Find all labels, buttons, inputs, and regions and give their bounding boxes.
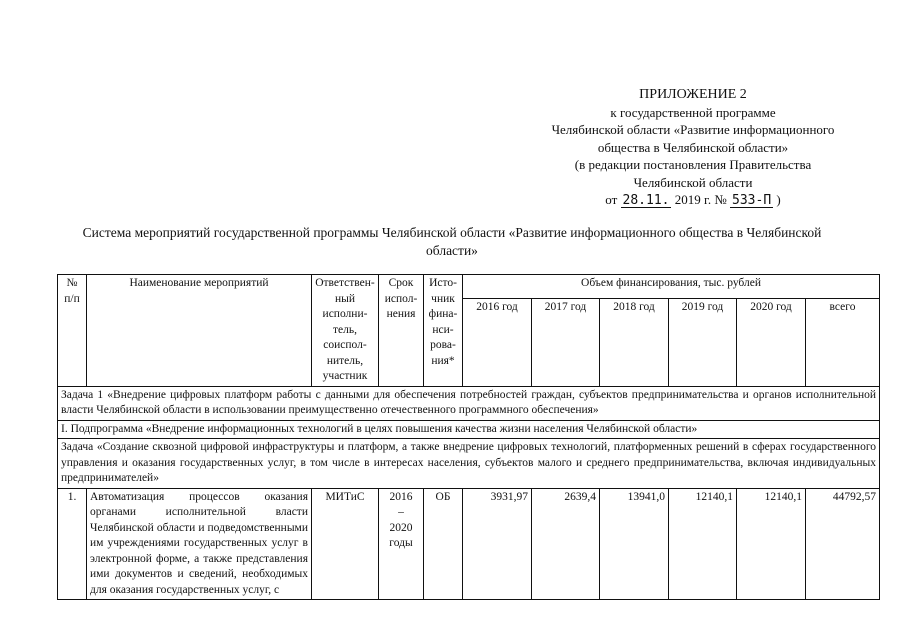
table-row xyxy=(58,488,880,600)
subprogram-row xyxy=(58,420,880,439)
year-header: 2020 год xyxy=(737,298,806,386)
col-source-header: Исто-чник фина-нси-рова-ния* xyxy=(424,275,463,387)
resolution-date-line xyxy=(470,191,905,209)
row-number: 1. xyxy=(58,488,87,600)
source-cell: ОБ xyxy=(424,488,463,600)
appendix-header xyxy=(470,86,905,209)
col-name-header: Наименование мероприятий xyxy=(87,275,312,387)
date-prefix: от xyxy=(605,192,618,207)
funding-group-header: Объем финансирования, тыс. рублей xyxy=(463,275,880,299)
term-cell xyxy=(379,488,424,600)
term-dash: – xyxy=(398,506,404,518)
term-from: 2016 xyxy=(389,490,413,503)
appendix-line: общества в Челябинской области» xyxy=(597,139,789,155)
task-row xyxy=(58,439,880,489)
closing-paren: ) xyxy=(776,192,781,207)
task-2-text: Задача «Создание сквозной цифровой инфраструктуры и платформ, а также внедрение цифровых технологий, платформенных решений в сферах государственного управления и оказания государственных услуг, в том числе в интересах населения, субъектов малого и среднего предпринимательства, включая индивидуальных предпринимателей» xyxy=(58,439,880,489)
year-header: 2019 год xyxy=(669,298,737,386)
year-header: 2017 год xyxy=(532,298,600,386)
total-header: всего xyxy=(806,298,880,386)
value-cell: 2639,4 xyxy=(532,488,600,600)
col-responsible-header: Ответствен-ный исполни-тель, соиспол-нитель, участник xyxy=(312,275,379,387)
value-cell: 12140,1 xyxy=(737,488,806,600)
term-to: 2020 xyxy=(389,521,413,534)
term-unit: годы xyxy=(389,537,413,549)
task-row xyxy=(58,386,880,420)
value-cell: 3931,97 xyxy=(463,488,532,600)
measures-table xyxy=(57,274,880,600)
appendix-line: к государственной программе xyxy=(610,104,776,120)
measure-name: Автоматизация процессов оказания органами исполнительной власти Челябинской области и подведомственными им учреждениями государственных услуг в электронной форме, а также представления ими документов и сведений, необходимых для оказания государственных услуг, с xyxy=(87,488,312,600)
year-text: 2019 г. № xyxy=(674,192,727,207)
col-term-header: Срок испол-нения xyxy=(379,275,424,387)
col-num-header: № п/п xyxy=(58,275,87,387)
value-cell: 12140,1 xyxy=(669,488,737,600)
appendix-line: Челябинской области xyxy=(633,174,753,190)
appendix-line: Челябинской области «Развитие информационного xyxy=(551,122,835,137)
year-header: 2018 год xyxy=(600,298,669,386)
subprogram-text: I. Подпрограмма «Внедрение информационных технологий в целях повышения качества жизни населения Челябинской области» xyxy=(58,420,880,439)
handwritten-date: 28.11. xyxy=(622,193,670,208)
total-cell: 44792,57 xyxy=(806,488,880,600)
responsible-cell: МИТиС xyxy=(312,488,379,600)
appendix-line: (в редакции постановления Правительства xyxy=(574,157,812,172)
header-row xyxy=(58,275,880,299)
value-cell: 13941,0 xyxy=(600,488,669,600)
document-title: Система мероприятий государственной программы Челябинской области «Развитие информационного общества в Челябинской области» xyxy=(82,225,822,258)
year-header: 2016 год xyxy=(463,298,532,386)
task-1-text: Задача 1 «Внедрение цифровых платформ работы с данными для обеспечения потребностей граждан, субъектов предпринимательства и органов исполнительной власти Челябинской области в использовании преимущественно отечественного программного обеспечения» xyxy=(58,386,880,420)
handwritten-number: 533-П xyxy=(732,193,772,208)
appendix-title: ПРИЛОЖЕНИЕ 2 xyxy=(639,87,747,102)
